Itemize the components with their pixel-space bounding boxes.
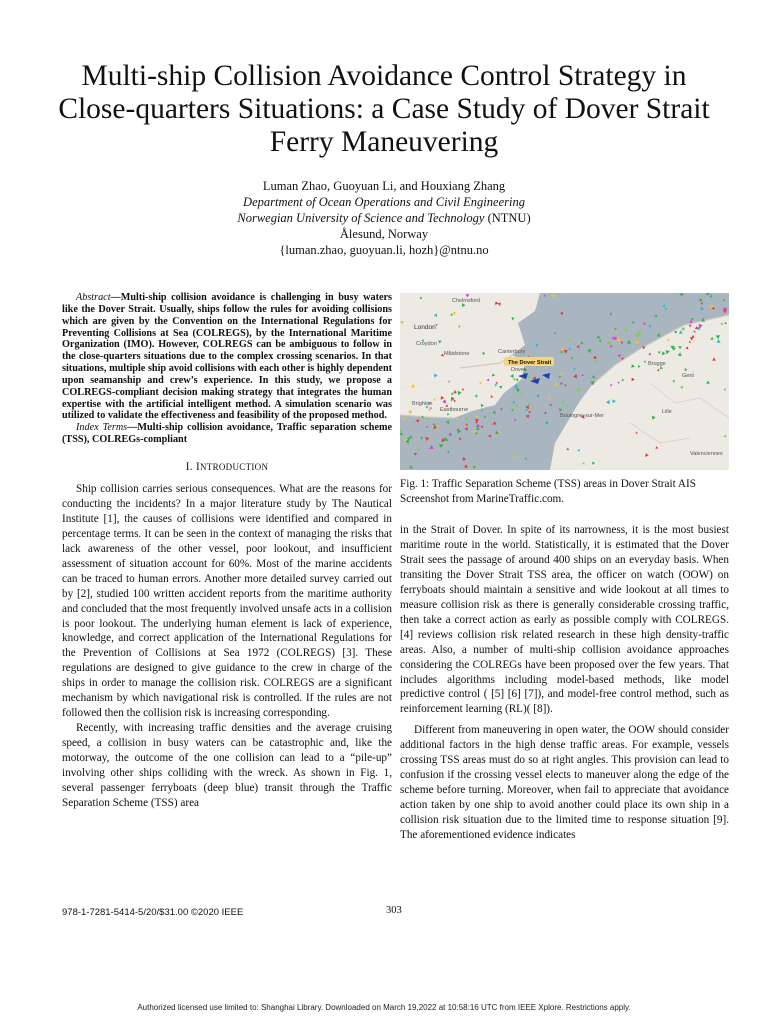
affiliation-university-name: Norwegian University of Science and Technology: [237, 211, 485, 225]
place-label: Brugge: [648, 361, 666, 367]
place-label: Dover: [511, 367, 526, 373]
figure-1-caption: Fig. 1: Traffic Separation Scheme (TSS) areas in Dover Strait AIS Screenshot from MarineTraffic.com.: [400, 478, 696, 505]
place-label: Croydon: [416, 341, 437, 347]
left-column: [62, 292, 392, 811]
abstract: [62, 292, 392, 422]
place-label: Maidstone: [444, 351, 470, 357]
place-label: Valenciennes: [690, 451, 723, 457]
author-emails: {luman.zhao, guoyuan.li, hozh}@ntnu.no: [279, 243, 489, 257]
section-title-initial: I: [195, 460, 200, 473]
abstract-text: —Multi-ship collision avoidance is challenging in busy waters like the Dover Strait. Usually, ships follow the rules for avoiding collisions which are given by the Convention on the International Regulations for Preventing Collisions at Sea (COLREGS), by the International Maritime Organization (IMO). However, COLREGS can be ambiguous to follow in the close-quarters situations due to the complex crossing scenarios. In that situations, multiple ship avoid collisions with each other is highly dependent upon seamanship and crew’s experience. In this study, we propose a COLREGS-compliant decision making strategy that integrates the human expertise with the artificial intelligent method. A simulation scenario was utilized to validate the effectiveness and feasibility of the proposed method.: [62, 292, 392, 422]
place-label: Lille: [662, 409, 672, 415]
right-column: [400, 523, 729, 843]
author-names: Luman Zhao, Guoyuan Li, and Houxiang Zhang: [262, 179, 506, 193]
place-label: Chelmsford: [452, 298, 481, 304]
place-label: Gent: [682, 373, 694, 379]
body-paragraph: Recently, with increasing traffic densities and the average cruising speed, a collision in busy waters can be catastrophic and, like the motorway, the outcome of the one collision can lead to a “pile-up” involving other ships colliding with the wreck. As shown in Fig. 1, several passenger ferryboats (deep blue) transit through the Traffic Separation Scheme (TSS) area: [62, 722, 392, 809]
index-terms-label: Index Terms: [76, 422, 128, 434]
place-label: Brighton: [412, 401, 433, 407]
place-label: Eastbourne: [440, 407, 469, 413]
affiliation-university-abbrev: (NTNU): [484, 211, 531, 225]
author-block: [60, 178, 708, 258]
place-label: Boulogne-sur-Mer: [560, 413, 605, 419]
section-heading-introduction: [62, 460, 392, 475]
place-label: Canterbury: [498, 349, 526, 355]
paper-title: Multi-ship Collision Avoidance Control Strategy in Close-quarters Situations: a Case Study of Dover Strait Ferry Maneuvering: [58, 60, 710, 158]
place-label: London: [414, 324, 436, 331]
license-notice: Authorized licensed use limited to: Shanghai Library. Downloaded on March 19,2022 at 10:58:16 UTC from IEEE Xplore. Restrictions apply.: [137, 1003, 631, 1012]
abstract-label: Abstract: [76, 292, 111, 303]
body-paragraph: Different from maneuvering in open water, the OOW should consider additional factors in the high dense traffic areas. For example, vessels crossing TSS areas must do so at right angles. This provision can lead to confusion if the crossing vessel elects to maneuver along the edge of the scheme before turning. Moreover, when fail to appreciate that avoidance action taken by one ship to avoid another could place its own ship in a collision risk situation due to the limited time to response situation [9]. The aforementioned evidence indicates: [400, 724, 729, 842]
affiliation-department: Department of Ocean Operations and Civil Engineering: [243, 195, 525, 209]
dover-strait-ais-map: [400, 293, 729, 470]
body-paragraph: Ship collision carries serious consequences. What are the reasons for conducting the incidents? In a major literature study by The Nautical Institute [1], the causes of collisions were identified and compared in percentage terms. It can be seen in the context of managing the risks that lack awareness of the other vessel, poor lookout, and insufficient assessment of situation account for 60%. Most of the marine accidents can be traced to human errors. Another more detailed survey carried out by [2], studied 100 written accident reports from the maritime authority and concluded that the most frequently involved unsafe acts in a collision is poor lookout. The underlying human element is lack of experience, knowledge, and correct application of the International Regulations for the Prevention of Collisions at Sea 1972 (COLREGS) [3]. These regulations are designed to give guidance to the crew in charge of the ships in order to manage the collision risk. COLREGS are a significant mechanism by which navigational risk is controlled. If the rules are not followed then the collision risk is increasing corresponding.: [62, 482, 392, 720]
affiliation-location: Ålesund, Norway: [339, 227, 429, 241]
figure-1-map: [400, 293, 729, 470]
footer-isbn: 978-1-7281-5414-5/20/$31.00 ©2020 IEEE: [62, 907, 244, 918]
index-terms: [62, 422, 392, 446]
page-number: 303: [386, 905, 402, 916]
dover-strait-label: The Dover Strait: [508, 360, 552, 366]
section-numeral: I.: [185, 460, 196, 473]
index-terms-text: —Multi-ship collision avoidance, Traffic separation scheme (TSS), COLREGs-compliant: [62, 422, 392, 446]
body-paragraph: in the Strait of Dover. In spite of its narrowness, it is the most busiest maritime route in the world. Statistically, it is estimated that the Dover Strait sees the passage of around 400 ships on an everyday basis. When transiting the Dover Strait TSS area, the officer on watch (OOW) on ferryboats should maintain a sensitive and wide lookout at all times to measure collision risk as there is generally considerable crossing traffic, then take a correct action as early as possible comply with COLREGS. [4] reviews collision risk related research in these high density-traffic areas. Also, a number of multi-ship collision avoidance approaches considering the COLREGs have been proposed over the few years. That includes algorithms including model-based methods, like model predictive control ( [5] [6] [7]), and model-free control method, such as reinforcement learning (RL)( [8]).: [400, 524, 729, 716]
affiliation-university: [60, 210, 708, 226]
section-title-rest: NTRODUCTION: [199, 461, 269, 472]
